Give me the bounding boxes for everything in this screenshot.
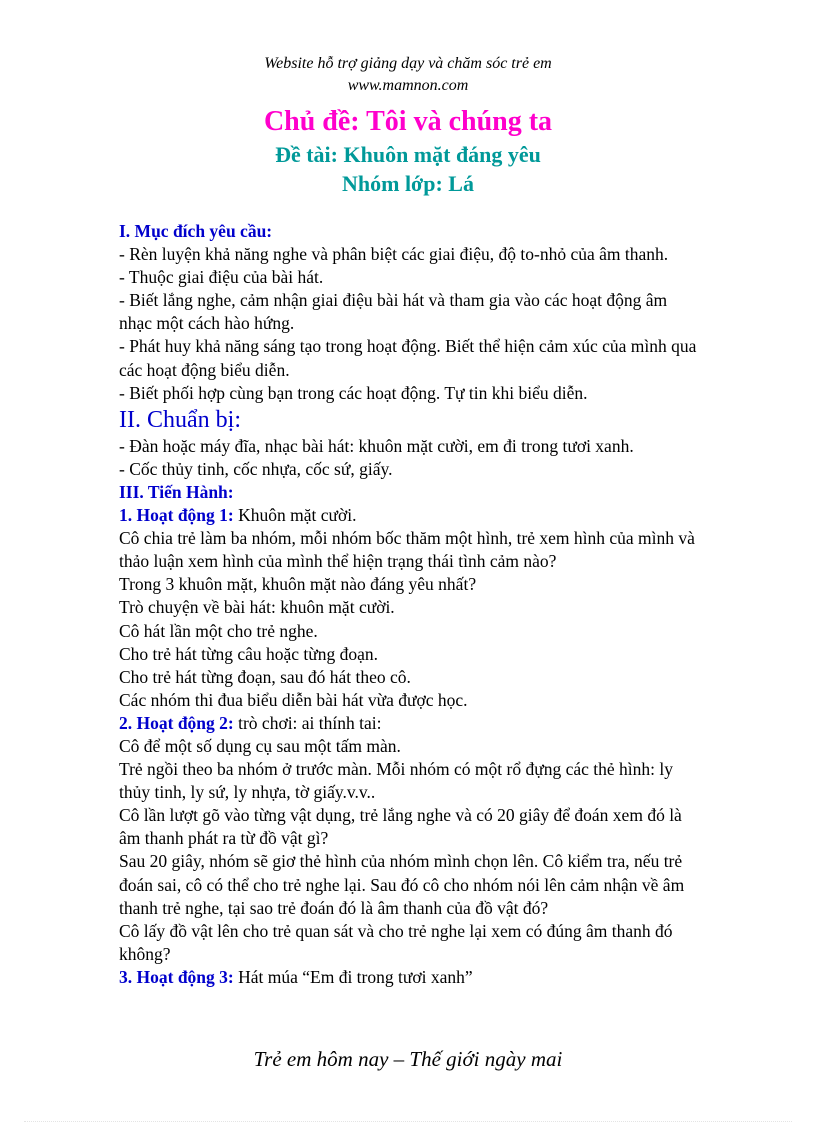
- activity1-title: Khuôn mặt cười.: [233, 505, 357, 526]
- section2-item: - Đàn hoặc máy đĩa, nhạc bài hát: khuôn mặt cười, em đi trong tươi xanh.: [119, 435, 634, 456]
- activity3-title: Hát múa “Em đi trong tươi xanh”: [233, 966, 473, 987]
- activity1-line: Cô hát lần một cho trẻ nghe.: [119, 620, 318, 641]
- activity1-heading: [119, 504, 699, 527]
- section2-heading: II. Chuẩn bị:: [119, 406, 241, 433]
- section1-item: - Biết lắng nghe, cảm nhận giai điệu bài hát và tham gia vào các hoạt động âm nhạc một cách hào hứng.: [119, 290, 668, 334]
- activity1-line: Trong 3 khuôn mặt, khuôn mặt nào đáng yêu nhất?: [119, 574, 477, 595]
- section3-heading: III. Tiến Hành:: [119, 481, 234, 502]
- section1-item: - Phát huy khả năng sáng tạo trong hoạt động. Biết thể hiện cảm xúc của mình qua các hoạt động biểu diễn.: [119, 336, 697, 380]
- activity1-line: Cho trẻ hát từng đoạn, sau đó hát theo cô.: [119, 666, 411, 687]
- section1-item: - Thuộc giai điệu của bài hát.: [119, 267, 324, 288]
- activity3-heading: [119, 966, 699, 989]
- activity3-label: 3. Hoạt động 3:: [119, 966, 234, 987]
- document-body: [119, 220, 699, 989]
- activity2-label: 2. Hoạt động 2:: [119, 712, 234, 733]
- activity2-title: trò chơi: ai thính tai:: [233, 712, 382, 733]
- activity1-line: Cô chia trẻ làm ba nhóm, mỗi nhóm bốc thăm một hình, trẻ xem hình của mình và thảo luận xem hình của mình thể hiện trạng thái tình cảm nào?: [119, 528, 695, 572]
- topic-title: Chủ đề: Tôi và chúng ta: [263, 106, 553, 137]
- activity1-line: Cho trẻ hát từng câu hoặc từng đoạn.: [119, 643, 379, 664]
- activity2-line: Sau 20 giây, nhóm sẽ giơ thẻ hình của nhóm mình chọn lên. Cô kiểm tra, nếu trẻ đoán sai, cô có thể cho trẻ nghe lại. Sau đó cô cho nhóm nói lên cảm nhận về âm thanh trẻ nghe, tại sao trẻ đoán đó là âm thanh của đồ vật đó?: [119, 851, 685, 918]
- activity2-line: Cô lấy đồ vật lên cho trẻ quan sát và cho trẻ nghe lại xem có đúng âm thanh đó không?: [119, 920, 673, 964]
- group-title: Nhóm lớp: Lá: [342, 171, 474, 196]
- activity2-line: Trẻ ngồi theo ba nhóm ở trước màn. Mỗi nhóm có một rổ đựng các thẻ hình: ly thủy tinh, ly sứ, ly nhựa, tờ giấy.v.v..: [119, 759, 673, 803]
- section2-item: - Cốc thủy tinh, cốc nhựa, cốc sứ, giấy.: [119, 458, 393, 479]
- website-header: Website hỗ trợ giảng dạy và chăm sóc trẻ em: [264, 55, 552, 72]
- section1-heading: I. Mục đích yêu cầu:: [119, 221, 273, 241]
- page-bottom-divider: [24, 1121, 792, 1122]
- section1-item: - Rèn luyện khả năng nghe và phân biệt các giai điệu, độ to-nhỏ của âm thanh.: [119, 244, 669, 265]
- lesson-title: Đề tài: Khuôn mặt đáng yêu: [275, 142, 541, 167]
- activity1-label: 1. Hoạt động 1:: [119, 505, 234, 526]
- activity1-line: Trò chuyện về bài hát: khuôn mặt cười.: [119, 597, 395, 618]
- activity2-line: Cô lần lượt gõ vào từng vật dụng, trẻ lắng nghe và có 20 giây để đoán xem đó là âm thanh phát ra từ đồ vật gì?: [119, 805, 682, 849]
- activity2-heading: [119, 712, 699, 735]
- activity2-line: Cô để một số dụng cụ sau một tấm màn.: [119, 735, 401, 756]
- website-url: www.mamnon.com: [347, 77, 469, 94]
- section1-item: - Biết phối hợp cùng bạn trong các hoạt động. Tự tin khi biểu diễn.: [119, 382, 588, 403]
- footer-slogan: Trẻ em hôm nay – Thế giới ngày mai: [253, 1047, 563, 1071]
- activity1-line: Các nhóm thi đua biểu diễn bài hát vừa được học.: [119, 689, 468, 710]
